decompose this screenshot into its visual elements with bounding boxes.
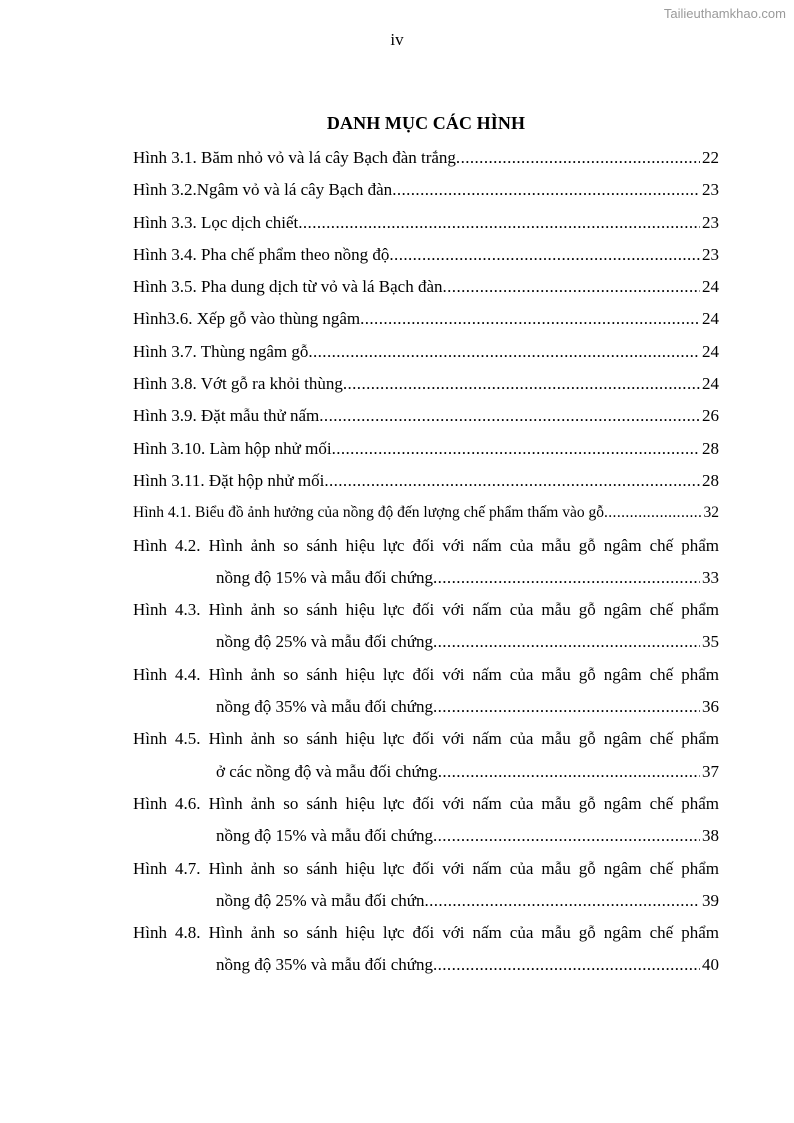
entry-caption-line: nồng độ 15% và mẫu đối chứng (216, 826, 433, 846)
dot-leader (360, 303, 700, 335)
dot-leader (438, 756, 700, 788)
entry-caption-line: Hình 4.8. Hình ảnh so sánh hiệu lực đối với nấm của mẫu gỗ ngâm chế phẩm (133, 923, 719, 943)
entry-caption-line: nồng độ 25% và mẫu đối chứn (216, 890, 425, 910)
figure-list-entry[interactable] (133, 917, 719, 982)
entry-page-number: 35 (702, 632, 719, 652)
figure-list-entry[interactable] (133, 465, 719, 497)
figure-list-entry[interactable] (133, 723, 719, 788)
dot-leader (332, 433, 700, 465)
entry-caption-line: Hình 4.3. Hình ảnh so sánh hiệu lực đối với nấm của mẫu gỗ ngâm chế phẩm (133, 600, 719, 620)
entry-caption-line: Hình 3.4. Pha chế phẩm theo nồng độ (133, 244, 390, 264)
figure-list-entry[interactable] (133, 659, 719, 724)
dot-leader (308, 336, 700, 368)
figure-list-entry[interactable] (133, 239, 719, 271)
entry-caption-line: Hình 3.3. Lọc dịch chiết (133, 212, 299, 232)
figure-list-entry[interactable] (133, 142, 719, 174)
figure-list-entry[interactable] (133, 207, 719, 239)
entry-caption-line: Hình 4.4. Hình ảnh so sánh hiệu lực đối với nấm của mẫu gỗ ngâm chế phẩm (133, 664, 719, 684)
entry-page-number: 24 (702, 374, 719, 394)
dot-leader (433, 820, 700, 852)
entry-caption-line: Hình 3.9. Đặt mẫu thử nấm (133, 406, 320, 426)
entry-page-number: 23 (702, 212, 719, 232)
entry-page-number: 23 (702, 244, 719, 264)
entry-caption-line: Hình 3.2.Ngâm vỏ và lá cây Bạch đàn (133, 180, 393, 200)
page-number: iv (390, 30, 404, 49)
dot-leader (392, 174, 700, 206)
entry-page-number: 23 (702, 180, 719, 200)
entry-page-number: 33 (702, 567, 719, 587)
entry-page-number: 22 (702, 148, 719, 167)
watermark: Tailieuthamkhao.com (663, 6, 786, 21)
page-title: DANH MỤC CÁC HÌNH (326, 113, 526, 133)
entry-caption-line: nồng độ 35% và mẫu đối chứng (216, 955, 433, 975)
entry-caption-line: Hình 4.6. Hình ảnh so sánh hiệu lực đối với nấm của mẫu gỗ ngâm chế phẩm (133, 793, 719, 813)
entry-caption-line: Hình3.6. Xếp gỗ vào thùng ngâm (133, 309, 361, 329)
figure-list-entry[interactable] (133, 853, 719, 918)
entry-page-number: 40 (702, 955, 719, 975)
entry-page-number: 24 (702, 277, 719, 297)
figure-list-entry[interactable] (133, 497, 719, 529)
entry-caption-line: Hình 3.7. Thùng ngâm gỗ (133, 341, 309, 361)
entry-page-number: 39 (702, 890, 719, 910)
entry-caption-line: ở các nồng độ và mẫu đối chứng (216, 761, 438, 781)
entry-page-number: 37 (702, 761, 719, 781)
entry-caption-line: nồng độ 35% và mẫu đối chứng (216, 697, 433, 717)
figure-list (133, 142, 719, 982)
dot-leader (443, 271, 701, 303)
figure-list-entry[interactable] (133, 530, 719, 595)
entry-caption-line: Hình 3.10. Làm hộp nhử mối (133, 438, 332, 458)
entry-caption-line: Hình 4.5. Hình ảnh so sánh hiệu lực đối với nấm của mẫu gỗ ngâm chế phẩm (133, 729, 719, 749)
entry-page-number: 26 (702, 406, 719, 426)
entry-caption-line: Hình 4.1. Biểu đồ ảnh hưởng của nồng độ đến lượng chế phẩm thấm vào gỗ (133, 504, 604, 522)
dot-leader (424, 885, 700, 917)
entry-page-number: 32 (703, 504, 719, 522)
entry-page-number: 28 (702, 438, 719, 458)
entry-caption-line: Hình 4.7. Hình ảnh so sánh hiệu lực đối với nấm của mẫu gỗ ngâm chế phẩm (133, 858, 719, 878)
dot-leader (604, 497, 702, 529)
entry-caption-line: Hình 3.1. Băm nhỏ vỏ và lá cây Bạch đàn trắng (133, 148, 456, 167)
dot-leader (433, 562, 700, 594)
entry-caption-line: nồng độ 15% và mẫu đối chứng (216, 567, 433, 587)
entry-caption-line: Hình 3.11. Đặt hộp nhử mối (133, 470, 325, 490)
entry-page-number: 36 (702, 697, 719, 717)
entry-page-number: 28 (702, 470, 719, 490)
dot-leader (456, 142, 700, 174)
figure-list-entry[interactable] (133, 271, 719, 303)
entry-caption-line: Hình 3.5. Pha dung dịch từ vỏ và lá Bạch đàn (133, 277, 443, 297)
dot-leader (319, 400, 700, 432)
dot-leader (324, 465, 700, 497)
dot-leader (343, 368, 700, 400)
dot-leader (389, 239, 700, 271)
figure-list-entry[interactable] (133, 174, 719, 206)
dot-leader (433, 626, 700, 658)
figure-list-entry[interactable] (133, 433, 719, 465)
figure-list-entry[interactable] (133, 303, 719, 335)
dot-leader (433, 691, 700, 723)
entry-caption-line: nồng độ 25% và mẫu đối chứng (216, 632, 433, 652)
dot-leader (433, 949, 700, 981)
figure-list-entry[interactable] (133, 368, 719, 400)
figure-list-entry[interactable] (133, 594, 719, 659)
entry-page-number: 24 (702, 341, 719, 361)
entry-page-number: 24 (702, 309, 719, 329)
entry-caption-line: Hình 4.2. Hình ảnh so sánh hiệu lực đối với nấm của mẫu gỗ ngâm chế phẩm (133, 535, 719, 555)
entry-page-number: 38 (702, 826, 719, 846)
figure-list-entry[interactable] (133, 336, 719, 368)
figure-list-entry[interactable] (133, 400, 719, 432)
entry-caption-line: Hình 3.8. Vớt gỗ ra khỏi thùng (133, 374, 343, 394)
dot-leader (298, 207, 700, 239)
figure-list-entry[interactable] (133, 788, 719, 853)
